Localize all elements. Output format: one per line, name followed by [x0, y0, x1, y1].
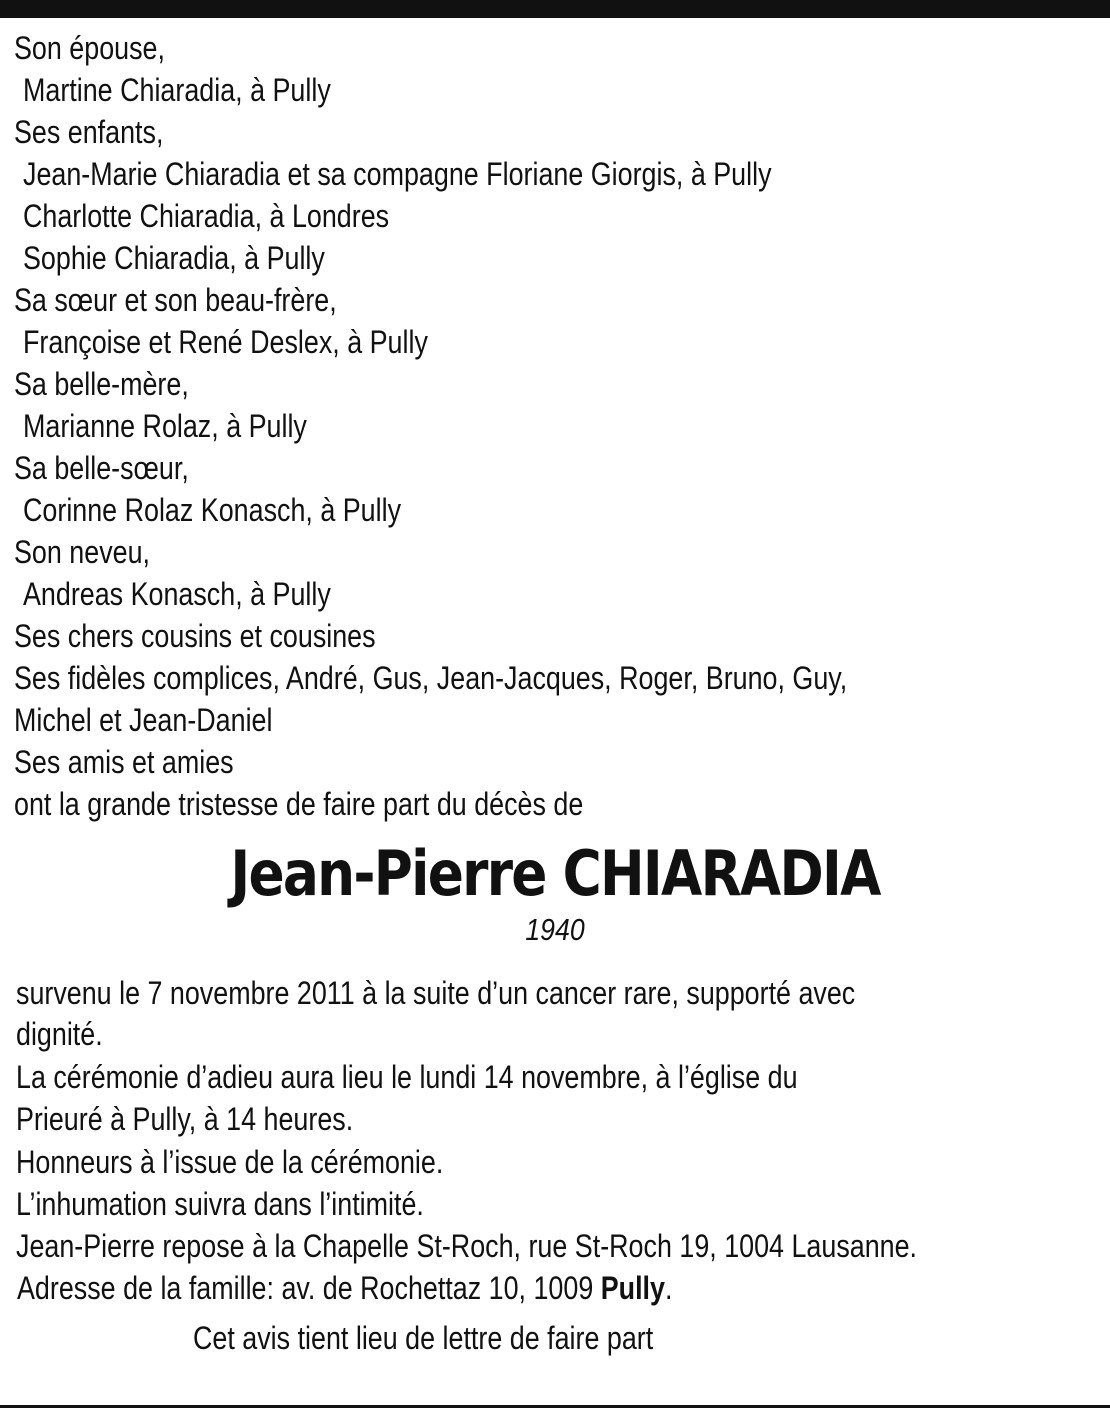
deceased-year: 1940: [525, 912, 585, 947]
detail-line: Honneurs à l’issue de la cérémonie.: [16, 1144, 444, 1180]
detail-line: Prieuré à Pully, à 14 heures.: [16, 1101, 354, 1137]
deceased-name: Jean-Pierre CHIARADIA: [230, 837, 880, 910]
detail-line: survenu le 7 novembre 2011 à la suite d’un cancer rare, supporté avec: [16, 975, 856, 1011]
detail-line: L’inhumation suivra dans l’intimité.: [16, 1186, 424, 1222]
detail-line: dignité.: [16, 1016, 103, 1052]
family-line: Andreas Konasch, à Pully: [23, 576, 331, 612]
family-line: Sa belle-mère,: [14, 366, 189, 402]
announcement-line: ont la grande tristesse de faire part du décès de: [14, 786, 584, 822]
address-suffix: .: [664, 1270, 673, 1306]
family-line: Françoise et René Deslex, à Pully: [23, 324, 428, 360]
family-line: Ses enfants,: [14, 114, 164, 150]
family-line: Corinne Rolaz Konasch, à Pully: [23, 492, 402, 528]
family-line: Martine Chiaradia, à Pully: [23, 72, 331, 108]
bottom-rule: [0, 1405, 1110, 1408]
family-line: Son épouse,: [14, 30, 165, 66]
family-line: Marianne Rolaz, à Pully: [23, 408, 307, 444]
detail-line: Jean-Pierre repose à la Chapelle St-Roch, rue St-Roch 19, 1004 Lausanne.: [16, 1228, 918, 1264]
address-city: Pully: [600, 1270, 665, 1306]
family-line: Son neveu,: [14, 534, 151, 570]
footer-note: Cet avis tient lieu de lettre de faire part: [193, 1320, 654, 1356]
family-address: [17, 1269, 672, 1307]
family-line: Ses amis et amies: [14, 744, 234, 780]
family-line: Sa belle-sœur,: [14, 450, 189, 486]
family-line: Ses fidèles complices, André, Gus, Jean-Jacques, Roger, Bruno, Guy,: [14, 660, 848, 696]
family-line: Jean-Marie Chiaradia et sa compagne Floriane Giorgis, à Pully: [23, 156, 772, 192]
top-rule: [0, 0, 1110, 18]
address-prefix: Adresse de la famille: av. de Rochettaz 10, 1009: [17, 1270, 601, 1306]
detail-line: La cérémonie d’adieu aura lieu le lundi 14 novembre, à l’église du: [16, 1059, 798, 1095]
family-line: Ses chers cousins et cousines: [14, 618, 376, 654]
family-line: Charlotte Chiaradia, à Londres: [23, 198, 390, 234]
family-line: Sa sœur et son beau-frère,: [14, 282, 337, 318]
family-line: Sophie Chiaradia, à Pully: [23, 240, 325, 276]
family-line: Michel et Jean-Daniel: [14, 702, 273, 738]
